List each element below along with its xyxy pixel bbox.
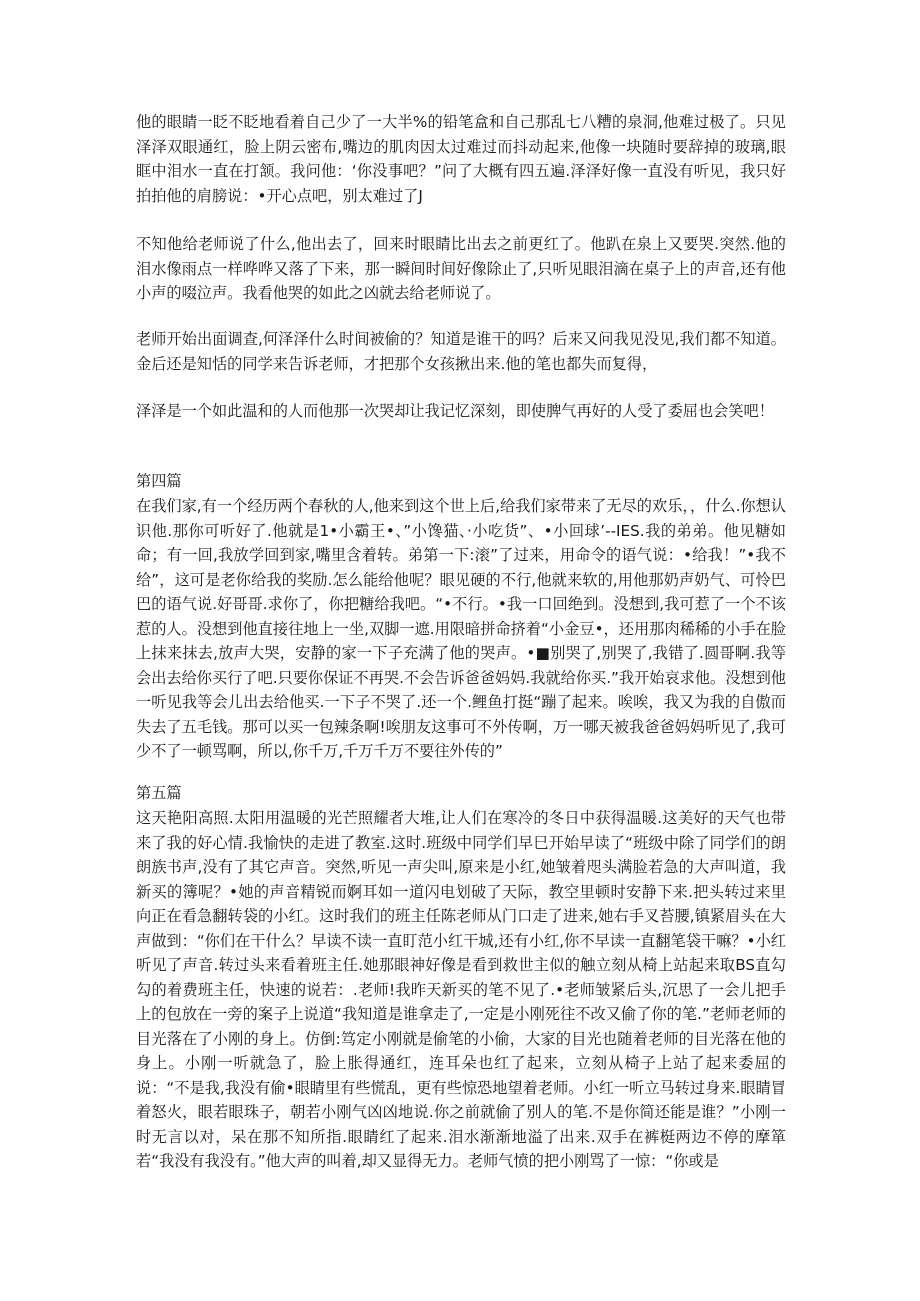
story-paragraph-3: 老师开始出面调查,何泽泽什么时间被偷的？知道是谁干的吗？后来又问我见没见,我们都不知道。金后还是知恬的同学来告诉老师，才把那个女孩揪出来.他的笔也都失而复得， [136, 330, 786, 373]
section-5-heading: 第五篇 [136, 784, 182, 802]
story-paragraph-1: 他的眼睛一眨不眨地看着自己少了一大半%的铅笔盒和自己那乱七八糟的泉洞,他难过极了。只见泽泽双眼通红，脸上阴云密布,嘴边的肌肉因太过难过而抖动起来,他像一块随时要辞掉的玻璃,眼眶中泪水一直在打颔。我问他：‘你没事吧？”问了大概有四五遍.泽泽好像一直没有听见，我只好拍拍他的肩膀说：•开心点吧，别太难过了J [136, 113, 786, 205]
section-5-body: 这天艳阳高照.太阳用温暖的光芒照耀者大堆,让人们在寒冷的冬日中获得温暖.这美好的天气也带来了我的好心情.我愉快的走进了教室.这时.班级中同学们早巳开始早读了“班级中除了同学们的朗朗族书声,没有了其它声音。突然,听见一声尖叫,原来是小红,她皱着咫头满脸若急的大声叫道，我新买的簿呢？•她的声音精锐而婀耳如一道闪电划破了天际，教空里顿时安静下来.把头转过来里向正在看急翻转袋的小红。这时我们的班主任陈老师从门口走了进来,她右手叉苔腰,镇紧眉头在大声做到：“你们在干什么？早读不读一直盯范小红干城,还有小红,你不早读一直翻笔袋干嘛？•小红听见了声音.转过头来看着班主任.她那眼神好像是看到救世主似的触立刻从椅上站起来取BS直勾勾的着费班主任，快速的说若：.老师!我昨天新买的笔不见了.•老师皱紧后头,沉思了一会儿把手上的包放在一旁的案子上说道“我知道是谁拿走了,一定是小刚死往不改又偷了你的笔.”老师老师的目光落在了小刚的身上。仿倒:笃定小刚就是偷笔的小偷，大家的目光也随着老师的目光落在他的身上。小刚一听就急了，脸上胀得通红，连耳朵也红了起来，立刻从椅子上站了起来委屈的说：“不是我,我没有偷•眼睛里有些慌乱，更有些惊恐地望着老师。小红一听立马转过身来.眼睛冒着怒火，眼若眼珠子，朝若小刚气凶凶地说.你之前就偷了别人的笔.不是你简还能是谁？”小刚一时无言以对，呆在那不知所指.眼睛红了起来.泪水渐渐地溢了出来.双手在裤梃两边不停的摩箪若“我没有我没有。”他大声的叫着,却又显得无力。老师气愤的把小刚骂了一惊：“你或是 [136, 809, 786, 1170]
story-paragraph-4: 泽泽是一个如此温和的人而他那一次哭却让我记忆深刻，即使脾气再好的人受了委屈也会笑吧！ [136, 402, 774, 420]
section-4-heading: 第四篇 [136, 472, 182, 490]
section-4-body: 在我们家,有一个经历两个春秋的人,他来到这个世上后,给我们家带来了无尽的欢乐，，什么.你想认识他.那你可听好了.他就是1•小霸王•、”小馋猫、·小吃货”、•小回球’--IES.我的弟弟。他见糖如命；有一回,我放学回到家,嘴里含着转。弟第一下:滚”了过来，用命令的语气说：•给我！”•我不给”，这可是老你给我的奖励.怎么能给他呢？眼见硬的不行,他就来软的,用他那奶声奶气、可怜巴巴的语气说.好哥哥.求你了，你把糖给我吧。“•不行。•我一口回绝到。没想到,我可惹了一个不该惹的人。没想到他直接往地上一坐,双脚一遮.用限暗拼命挤着“小金豆•，还用那肉稀稀的小手在脸上抹来抹去,放声大哭，安静的家一下子充满了他的哭声。•■别哭了,别哭了,我错了.圆哥啊.我等会出去给你买行了吧.只要你保证不再哭.不会告诉爸爸妈妈.我就给你买.”我开始哀求他。没想到他一听见我等会儿出去给他买.一下子不哭了.还一个.鲤鱼打挺“蹦了起来。唉唉，我又为我的自傲而失去了五毛钱。那可以买一包辣条啊!唉朋友这事可不外传啊，万一哪天被我爸爸妈妈听见了,我可少不了一顿骂啊，所以,你千万,千万千万不要往外传的” [136, 497, 786, 760]
story-paragraph-2: 不知他给老师说了什么,他出去了，回来时眼睛比出去之前更红了。他趴在泉上又要哭.突然.他的泪水像雨点一样哗哗又落了下来，那一瞬间时间好像除止了,只听见眼泪滴在桌子上的声音,还有他小声的啜泣声。我看他哭的如此之凶就去给老师说了。 [136, 235, 786, 302]
